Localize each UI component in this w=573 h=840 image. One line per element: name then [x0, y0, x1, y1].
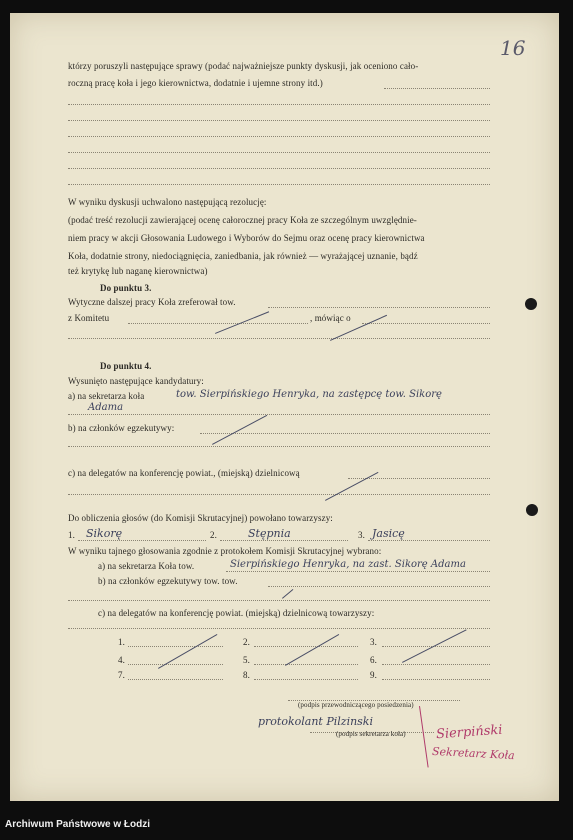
dotted-line — [254, 664, 358, 665]
dotted-line — [68, 494, 490, 495]
header-line-2: roczną pracę koła i jego kierownictwa, dodatnie i ujemne strony itd.) — [68, 78, 323, 88]
point4-line-1: Wysunięto następujące kandydatury: — [68, 376, 204, 386]
counting-v1: Sikorę — [86, 527, 123, 540]
point3-heading: Do punktu 3. — [100, 283, 152, 293]
dotted-line — [254, 679, 358, 680]
election-b-label: b) na członków egzekutywy tow. tow. — [98, 576, 238, 586]
election-a-value: Sierpińskiego Henryka, na zast. Sikorę Adama — [230, 559, 466, 570]
delegate-number-1: 1. — [118, 637, 125, 647]
archive-name: Archiwum Państwowe w Łodzi — [5, 819, 151, 830]
dotted-line — [268, 586, 490, 587]
dotted-line — [68, 168, 490, 169]
point4-a-value-2: Adama — [88, 402, 124, 413]
dotted-line — [128, 323, 308, 324]
dotted-line — [384, 88, 490, 89]
counting-line-1: Do obliczenia głosów (do Komisji Skrutacyjnej) powołano towarzyszy: — [68, 513, 333, 523]
point4-a-value: tow. Sierpińskiego Henryka, na zastępcę tow. Sikorę — [176, 389, 442, 400]
resolution-line-1: W wyniku dyskusji uchwalono następującą rezolucję: — [68, 197, 267, 207]
dotted-line — [226, 571, 490, 572]
point4-a-label: a) na sekretarza koła — [68, 391, 145, 401]
counting-n1: 1. — [68, 530, 75, 540]
delegate-number-6: 6. — [370, 655, 377, 665]
delegate-number-3: 3. — [370, 637, 377, 647]
point3-saying: , mówiąc o — [310, 313, 351, 323]
dotted-line — [382, 664, 490, 665]
dotted-line — [200, 433, 490, 434]
delegate-number-4: 4. — [118, 655, 125, 665]
dotted-line — [68, 600, 490, 601]
archive-footer — [0, 806, 573, 840]
resolution-line-3: niem pracy w akcji Głosowania Ludowego i Wyborów do Sejmu oraz ocenę pracy kierownictwa — [68, 233, 425, 243]
dotted-line — [382, 679, 490, 680]
dotted-line — [128, 646, 223, 647]
dotted-line — [254, 646, 358, 647]
dotted-line — [348, 478, 490, 479]
point4-heading: Do punktu 4. — [100, 361, 152, 371]
dotted-line — [362, 323, 490, 324]
counting-n2: 2. — [210, 530, 217, 540]
secretary-signature-caption: (podpis sekretarza koła) — [336, 730, 406, 738]
dotted-line — [68, 184, 490, 185]
dotted-line — [68, 104, 490, 105]
page-number: 16 — [500, 36, 526, 60]
red-signature-title: Sekretarz Koła — [431, 744, 515, 763]
dotted-line — [382, 646, 490, 647]
point4-b-label: b) na członków egzekutywy: — [68, 423, 175, 433]
counting-v3: Jasicę — [372, 527, 405, 540]
dotted-line — [128, 679, 223, 680]
header-line-1: którzy poruszyli następujące sprawy (podać najważniejsze punkty dyskusji, jak oceniono cało- — [68, 61, 419, 71]
resolution-line-5: też krytykę lub naganę kierownictwa) — [68, 266, 208, 276]
dotted-line — [68, 136, 490, 137]
dotted-line — [368, 540, 490, 541]
counting-v2: Stępnia — [248, 527, 291, 540]
dotted-line — [78, 540, 206, 541]
dotted-line — [68, 628, 490, 629]
delegate-number-9: 9. — [370, 670, 377, 680]
red-signature: Sierpiński — [435, 722, 503, 743]
delegate-number-7: 7. — [118, 670, 125, 680]
delegate-number-8: 8. — [243, 670, 250, 680]
chair-signature-caption: (podpis przewodniczącego posiedzenia) — [298, 701, 414, 709]
resolution-line-2: (podać treść rezolucji zawierającej ocenę całorocznej pracy Koła ze szczególnym uwzględnie- — [68, 215, 417, 225]
resolution-line-4: Koła, dodatnie strony, niedociągnięcia, zaniedbania, jak również — wyrażającej uznanie, bądź — [68, 251, 418, 261]
election-c-label: c) na delegatów na konferencję powiat. (miejską) dzielnicową towarzyszy: — [98, 608, 375, 618]
point3-committee: z Komitetu — [68, 313, 110, 323]
binder-hole — [526, 504, 538, 516]
counting-n3: 3. — [358, 530, 365, 540]
dotted-line — [68, 152, 490, 153]
delegate-number-5: 5. — [243, 655, 250, 665]
binder-hole — [525, 298, 537, 310]
dotted-line — [268, 307, 490, 308]
election-line-1: W wyniku tajnego głosowania zgodnie z protokołem Komisji Skrutacyjnej wybrano: — [68, 546, 382, 556]
dotted-line — [220, 540, 348, 541]
point4-c-label: c) na delegatów na konferencję powiat., (miejską) dzielnicową — [68, 468, 300, 478]
dotted-line — [68, 446, 490, 447]
dotted-line — [68, 120, 490, 121]
dotted-line — [68, 338, 490, 339]
point3-line-1: Wytyczne dalszej pracy Koła zreferował tow. — [68, 297, 236, 307]
election-a-label: a) na sekretarza Koła tow. — [98, 561, 195, 571]
dotted-line — [68, 414, 490, 415]
protocol-signature: protokolant Pilzinski — [258, 715, 373, 728]
dotted-line — [128, 664, 223, 665]
delegate-number-2: 2. — [243, 637, 250, 647]
